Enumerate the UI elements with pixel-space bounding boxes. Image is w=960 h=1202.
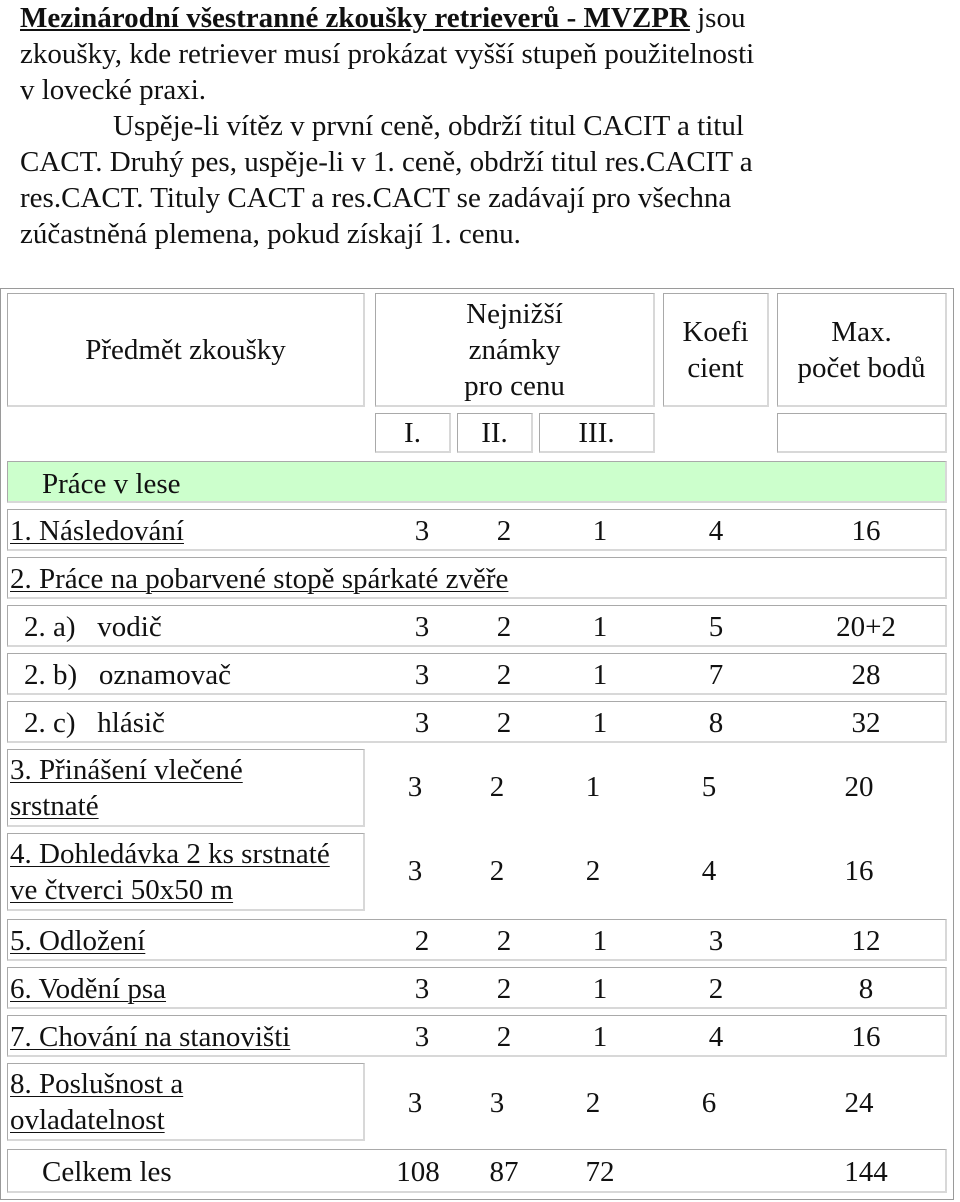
table-row: 2. b) oznamovač 3 2 1 7 28 <box>7 653 947 695</box>
header-empty-cell <box>777 413 947 453</box>
table-row-label: 4. Dohledávka 2 ks srstnaté ve čtverci 50x50 m <box>7 833 365 911</box>
header-coefficient: Koefi cient <box>663 293 769 407</box>
intro-paragraph <box>20 0 950 252</box>
table-row: 7. Chování na stanovišti 3 2 1 4 16 <box>7 1015 947 1057</box>
table-row-values: 3 2 2 4 16 <box>407 855 874 887</box>
table-row-values: 3 2 1 5 20 <box>407 771 874 803</box>
header-col-iii: III. <box>539 413 655 453</box>
table-row-label: 8. Poslušnost a ovladatelnost <box>7 1063 365 1141</box>
header-col-ii: II. <box>457 413 533 453</box>
section-forest-work: Práce v lese <box>7 461 947 503</box>
header-max-points: Max. počet bodů <box>777 293 947 407</box>
intro-line-6: res.CACT. Tituly CACT a res.CACT se zadávají pro všechna <box>20 182 732 214</box>
header-col-i: I. <box>375 413 451 453</box>
table-row: 2. Práce na pobarvené stopě spárkaté zvěře <box>7 557 947 599</box>
table-row: 2. c) hlásič 3 2 1 8 32 <box>7 701 947 743</box>
intro-line-7: zúčastněná plemena, pokud získají 1. cenu. <box>20 218 521 250</box>
table-row: 5. Odložení 2 2 1 3 12 <box>7 919 947 961</box>
table-row-values: 3 3 2 6 24 <box>407 1087 874 1119</box>
intro-line-3: v lovecké praxi. <box>20 74 207 106</box>
header-subject: Předmět zkoušky <box>7 293 365 407</box>
exam-table <box>0 288 954 1200</box>
header-min-grades: Nejnižší známky pro cenu <box>375 293 655 407</box>
table-row-label: 3. Přinášení vlečené srstnaté <box>7 749 365 827</box>
intro-line-2: zkoušky, kde retriever musí prokázat vyšší stupeň použitelnosti <box>20 38 755 70</box>
intro-title: Mezinárodní všestranné zkoušky retrieverů - MVZPR <box>20 2 690 34</box>
intro-line-4: Uspěje-li vítěz v první ceně, obdrží titul CACIT a titul <box>113 110 744 142</box>
table-row: 1. Následování 3 2 1 4 16 <box>7 509 947 551</box>
intro-line-1: Mezinárodní všestranné zkoušky retrieverů - MVZPR jsou <box>20 2 746 34</box>
intro-line-5: CACT. Druhý pes, uspěje-li v 1. ceně, obdrží titul res.CACIT a <box>20 146 753 178</box>
total-row: Celkem les 108 87 72 144 <box>7 1149 947 1193</box>
table-row: 6. Vodění psa 3 2 1 2 8 <box>7 967 947 1009</box>
table-row: 2. a) vodič 3 2 1 5 20+2 <box>7 605 947 647</box>
